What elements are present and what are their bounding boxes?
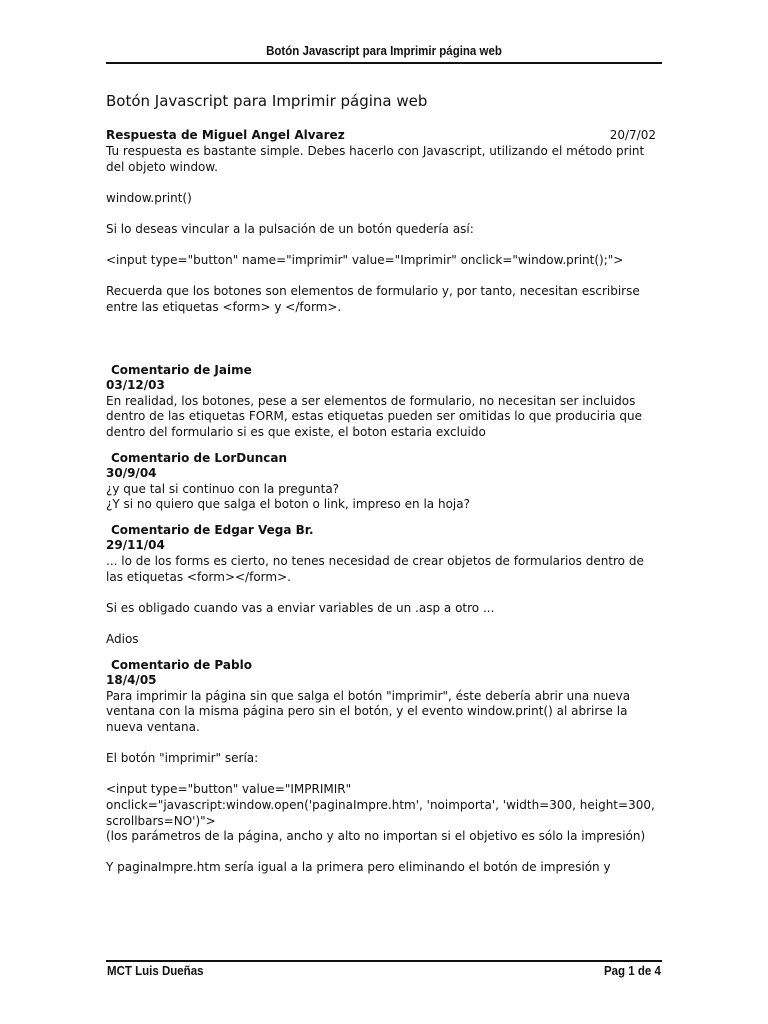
answer-paragraph: Si lo deseas vincular a la pulsación de un botón quedería así: <box>106 221 474 236</box>
comment <box>106 658 658 876</box>
comment-paragraph: Y paginaImpre.htm sería igual a la primera pero eliminando el botón de impresión y <box>106 860 611 875</box>
header-rule <box>106 62 662 64</box>
comment-date: 18/4/05 <box>106 673 157 688</box>
answer-author: Respuesta de Miguel Angel Alvarez <box>106 128 345 142</box>
comment-date: 03/12/03 <box>106 378 165 393</box>
footer-author: MCT Luis Dueñas <box>107 964 204 978</box>
comment-date: 30/9/04 <box>106 466 157 481</box>
document-title: Botón Javascript para Imprimir página web <box>106 92 428 110</box>
answer-paragraph: Tu respuesta es bastante simple. Debes hacerlo con Javascript, utilizando el método print del objeto window. <box>106 144 645 174</box>
comment-code: <input type="button" value="IMPRIMIR" <box>106 782 352 797</box>
answer-paragraph: Recuerda que los botones son elementos de formulario y, por tanto, necesitan escribirse entre las etiquetas <form> y </form>. <box>106 284 640 314</box>
comment-author: Comentario de Edgar Vega Br. <box>111 522 314 537</box>
comment-paragraph: (los parámetros de la página, ancho y alto no importan si el objetivo es sólo la impresión) <box>106 829 646 844</box>
comment-author: Comentario de LorDuncan <box>111 450 288 465</box>
comment <box>106 523 658 648</box>
answer-code: <input type="button" name="imprimir" value="Imprimir" onclick="window.print();"> <box>106 253 624 268</box>
comment-paragraph: ... lo de los forms es cierto, no tenes necesidad de crear objetos de formularios dentro de las etiquetas <form></form>. <box>106 554 644 584</box>
comment-code: onclick="javascript:window.open('paginaImpre.htm', 'noimporta', 'width=300, height=300, scrollbars=NO')"> <box>106 797 655 828</box>
page-number: Pag 1 de 4 <box>604 964 661 978</box>
comment-paragraph: Para imprimir la página sin que salga el botón "imprimir", éste debería abrir una nueva ventana con la misma página pero sin el botón, y el evento window.print() al abrirse la nueva ventana. <box>106 688 631 734</box>
comment-paragraph: Si es obligado cuando vas a enviar variables de un .asp a otro ... <box>106 600 495 615</box>
comment-author: Comentario de Jaime <box>111 362 252 377</box>
comment-paragraph: ¿Y si no quiero que salga el boton o link, impreso en la hoja? <box>106 497 470 512</box>
comment-paragraph: ¿y que tal si continuo con la pregunta? <box>106 481 340 496</box>
comment-paragraph: Adios <box>106 632 139 647</box>
comment <box>106 363 658 441</box>
comment-date: 29/11/04 <box>106 538 165 553</box>
answer-code: window.print() <box>106 190 192 205</box>
comment-author: Comentario de Pablo <box>111 657 252 672</box>
footer-rule <box>106 960 662 962</box>
answer-date: 20/7/02 <box>609 128 656 142</box>
comment-paragraph: El botón "imprimir" sería: <box>106 751 259 766</box>
answer-header <box>106 128 658 144</box>
document-body <box>106 128 658 876</box>
comment <box>106 451 658 513</box>
running-header: Botón Javascript para Imprimir página web <box>266 44 502 58</box>
comment-paragraph: En realidad, los botones, pese a ser elementos de formulario, no necesitan ser incluidos dentro de las etiquetas FORM, estas etiquetas pueden ser omitidas lo que produciria que dentro del formulario si es que existe, el boton estaria excluido <box>106 393 643 439</box>
